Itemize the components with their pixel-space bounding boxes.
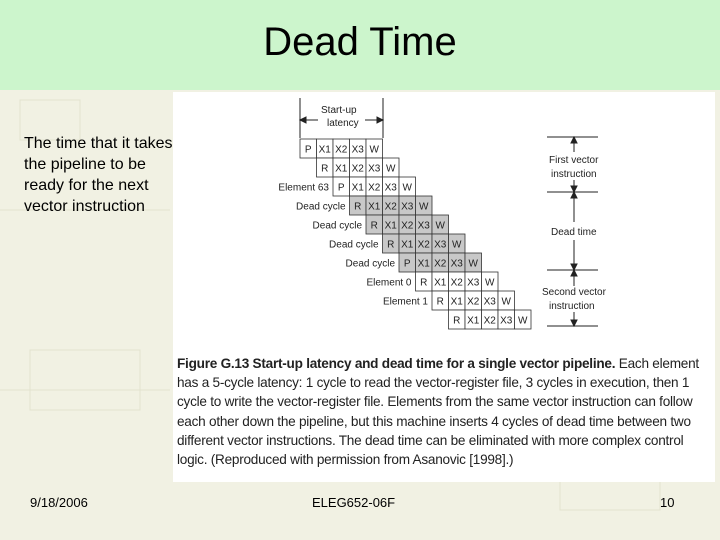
stage-label: X2: [368, 182, 381, 194]
caption-title: Figure G.13 Start-up latency and dead time for a single vector pipeline.: [177, 356, 616, 371]
stage-label: X2: [467, 296, 480, 308]
pipeline-diagram: [173, 92, 715, 347]
footer-course: ELEG652-06F: [312, 495, 396, 510]
stage-label: X1: [401, 239, 414, 251]
first-vector-label-2: instruction: [551, 169, 597, 180]
stage-label: X1: [368, 201, 381, 213]
stage-label: W: [435, 220, 445, 232]
second-vector-label-1: Second vector: [542, 287, 606, 298]
title-banner: [0, 0, 720, 90]
stage-label: X3: [351, 144, 364, 156]
pipeline-rows: [278, 139, 531, 329]
pipeline-row: [317, 158, 400, 177]
stage-label: X3: [483, 296, 496, 308]
second-vector-label-2: instruction: [549, 301, 595, 312]
pipeline-row: [329, 234, 465, 253]
stage-label: R: [387, 239, 395, 251]
stage-label: X1: [335, 163, 348, 175]
stage-label: P: [337, 182, 345, 194]
stage-label: X2: [401, 220, 414, 232]
stage-label: R: [370, 220, 378, 232]
row-label: Dead cycle: [296, 201, 346, 213]
stage-label: X1: [417, 258, 430, 270]
stage-label: X3: [467, 277, 480, 289]
stage-label: X1: [384, 220, 397, 232]
stage-label: X2: [450, 277, 463, 289]
pipeline-row: [278, 177, 415, 196]
footer-date: 9/18/2006: [30, 495, 88, 510]
stage-label: X2: [417, 239, 430, 251]
stage-label: X2: [351, 163, 364, 175]
pipeline-row: [313, 215, 449, 234]
row-label: Dead cycle: [312, 220, 362, 232]
row-label: Element 0: [366, 277, 412, 289]
stage-label: W: [468, 258, 478, 270]
pipeline-row: [366, 272, 498, 291]
stage-label: X3: [384, 182, 397, 194]
stage-label: R: [321, 163, 329, 175]
stage-label: W: [419, 201, 429, 213]
stage-label: W: [501, 296, 511, 308]
stage-label: X2: [384, 201, 397, 213]
description-text: The time that it takes the pipeline to be ready for the next vector instruction: [24, 135, 173, 215]
stage-label: X2: [483, 315, 496, 327]
stage-label: W: [402, 182, 412, 194]
caption-body: Each element has a 5-cycle latency: 1 cycle to read the vector-register file, 3 cycles in execution, then 1 cycle to write the vector-register file. Elements from the same vector instruction can follow each other down the pipeline, but this machine inserts 4 cycles of dead time between two different vector instructions. The dead time can be eliminated with more complex control logic. (Reproduced with permission from Asanovic [1998].): [177, 356, 699, 468]
row-label: Element 63: [278, 182, 329, 194]
stage-label: X3: [434, 239, 447, 251]
stage-label: X1: [318, 144, 331, 156]
pipeline-row: [449, 310, 532, 329]
row-label: Dead cycle: [345, 258, 395, 270]
pipeline-row: [300, 139, 383, 158]
stage-label: W: [386, 163, 396, 175]
stage-label: R: [436, 296, 444, 308]
stage-label: X3: [401, 201, 414, 213]
stage-label: R: [453, 315, 461, 327]
stage-label: X1: [450, 296, 463, 308]
stage-label: W: [452, 239, 462, 251]
startup-label-1: Start-up: [321, 105, 357, 116]
stage-label: R: [354, 201, 362, 213]
stage-label: X1: [351, 182, 364, 194]
stage-label: X2: [335, 144, 348, 156]
first-vector-label-1: First vector: [549, 155, 599, 166]
pipeline-row: [346, 253, 482, 272]
stage-label: W: [518, 315, 528, 327]
stage-label: X3: [500, 315, 513, 327]
stage-label: P: [403, 258, 411, 270]
stage-label: X3: [450, 258, 463, 270]
stage-label: X3: [417, 220, 430, 232]
row-label: Dead cycle: [329, 239, 379, 251]
stage-label: W: [369, 144, 379, 156]
dead-time-label: Dead time: [551, 227, 597, 238]
startup-label-2: latency: [327, 118, 359, 129]
footer-page-number: 10: [660, 495, 675, 510]
stage-label: R: [420, 277, 428, 289]
stage-label: X3: [368, 163, 381, 175]
slide-title: Dead Time: [263, 20, 457, 64]
stage-label: X1: [467, 315, 480, 327]
stage-label: P: [304, 144, 312, 156]
stage-label: X1: [434, 277, 447, 289]
stage-label: W: [485, 277, 495, 289]
pipeline-row: [383, 291, 515, 310]
figure-panel: [173, 92, 715, 482]
pipeline-row: [296, 196, 432, 215]
row-label: Element 1: [382, 296, 428, 308]
figure-caption: [177, 354, 713, 469]
stage-label: X2: [434, 258, 447, 270]
